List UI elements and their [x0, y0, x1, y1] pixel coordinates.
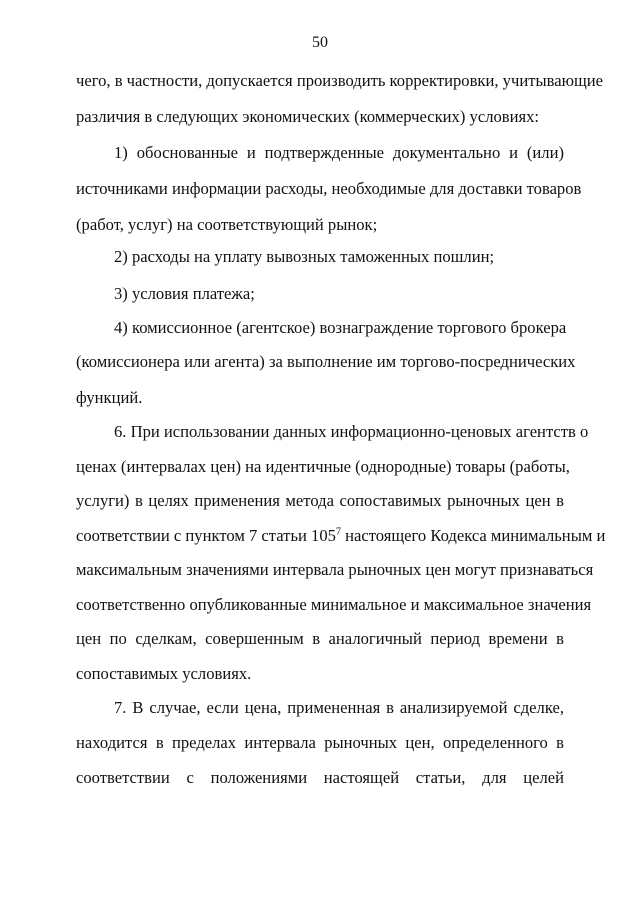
text-line: максимальным значениями интервала рыночных цен могут признаваться [76, 560, 594, 579]
superscript: 7 [335, 526, 341, 538]
text-line: функций. [76, 388, 143, 407]
text-line: (работ, услуг) на соответствующий рынок; [76, 215, 378, 234]
text-line: 3) условия платежа; [114, 284, 255, 303]
text-segment: соответствии с пунктом 7 статьи 105 [76, 526, 336, 545]
text-line: находится в пределах интервала рыночных цен, определенного в [76, 733, 564, 752]
text-line: 6. При использовании данных информационно-ценовых агентств о [114, 422, 589, 441]
text-line: ценах (интервалах цен) на идентичные (однородные) товары (работы, [76, 457, 570, 476]
text-line: чего, в частности, допускается производить корректировки, учитывающие [76, 71, 603, 90]
text-line: 4) комиссионное (агентское) вознаграждение торгового брокера [114, 318, 567, 337]
text-line: 7. В случае, если цена, примененная в анализируемой сделке, [114, 698, 564, 717]
text-line: 1) обоснованные и подтвержденные документально и (или) [114, 143, 564, 162]
text-line: 2) расходы на уплату вывозных таможенных пошлин; [114, 247, 495, 266]
text-line: различия в следующих экономических (коммерческих) условиях: [76, 107, 540, 126]
text-line: соответственно опубликованные минимальное и максимальное значения [76, 595, 592, 614]
text-line-with-superscript [76, 526, 606, 546]
text-line: соответствии с положениями настоящей статьи, для целей [76, 768, 564, 787]
text-line: (комиссионера или агента) за выполнение им торгово-посреднических [76, 352, 576, 371]
text-line: сопоставимых условиях. [76, 664, 252, 683]
text-segment: настоящего Кодекса минимальным и [340, 526, 606, 545]
text-line: услуги) в целях применения метода сопоставимых рыночных цен в [76, 491, 564, 510]
text-line: цен по сделкам, совершенным в аналогичный период времени в [76, 629, 564, 648]
page-number: 50 [312, 34, 328, 51]
text-line: источниками информации расходы, необходимые для доставки товаров [76, 179, 582, 198]
